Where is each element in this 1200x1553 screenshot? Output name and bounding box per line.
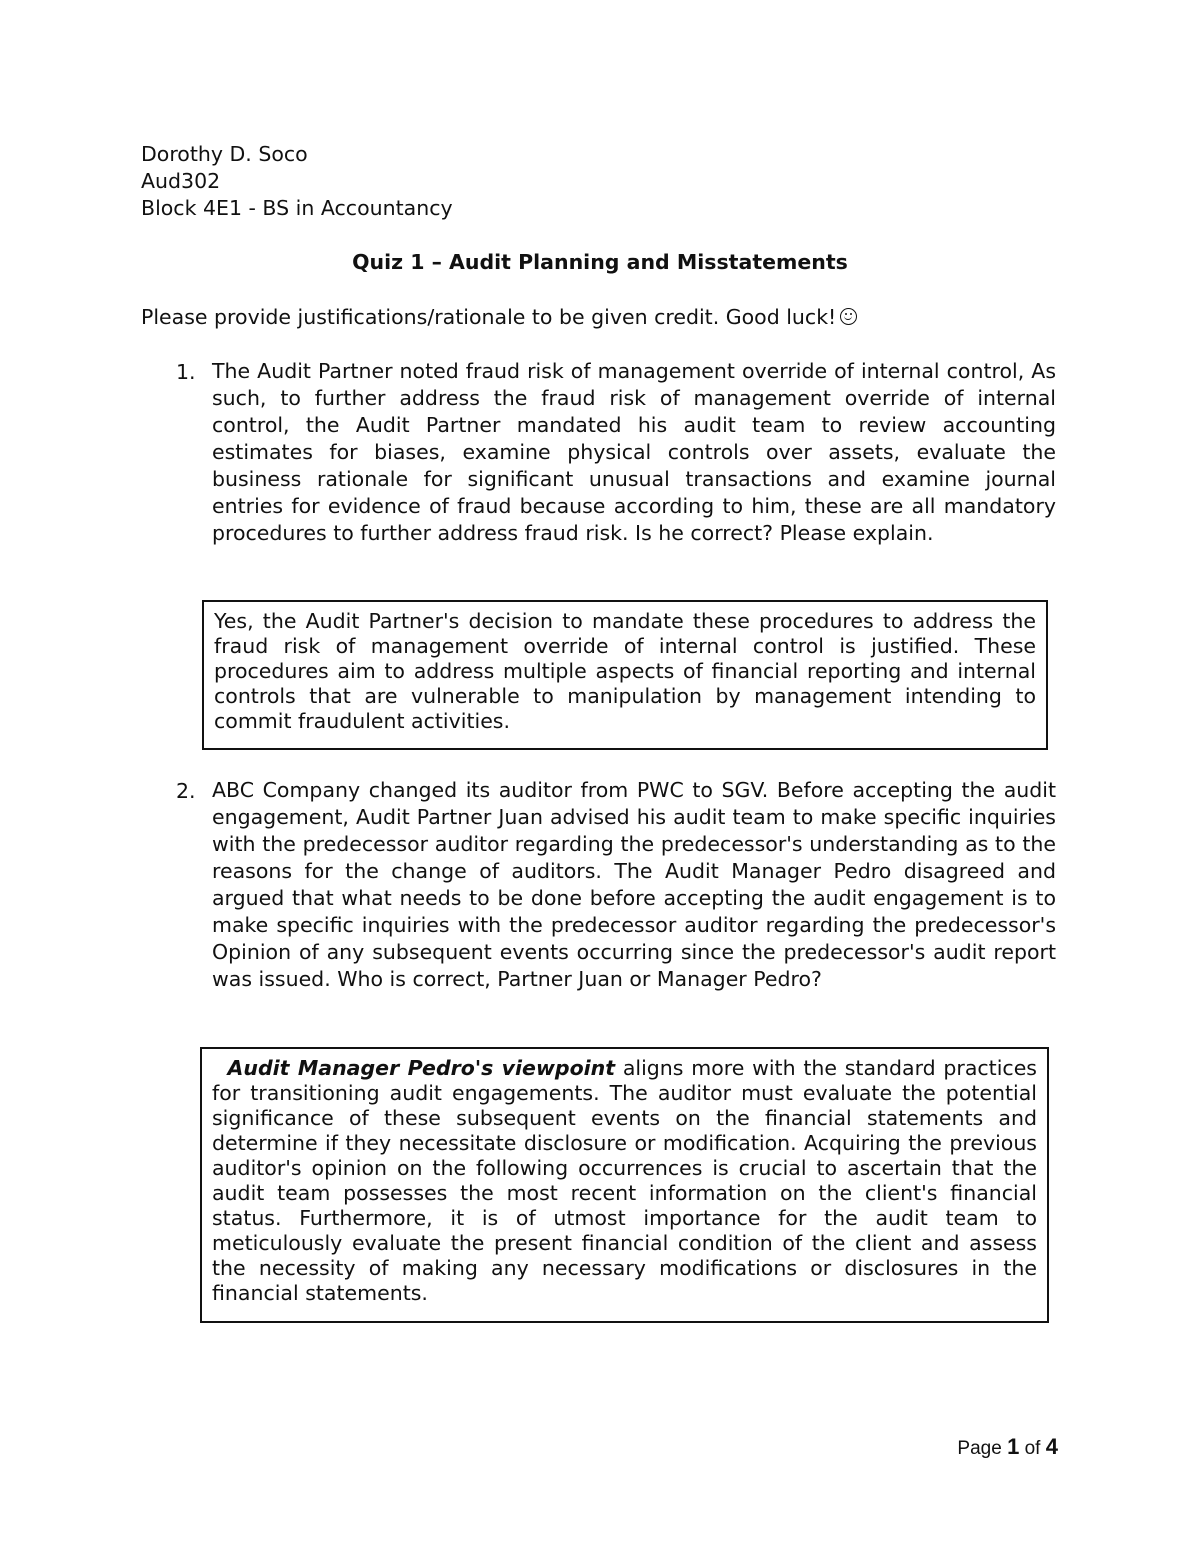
page-total: 4: [1045, 1434, 1058, 1459]
smiley-face-icon: [840, 308, 857, 325]
question-2-number: 2.: [176, 779, 196, 803]
question-1-text: The Audit Partner noted fraud risk of management override of internal control, As such, to further address the fraud risk of management override of internal control, the Audit Partner mandated his audit team to review accounting estimates for biases, examine physical controls over assets, evaluate the business rationale for significant unusual transactions and examine journal entries for evidence of fraud because according to him, these are all mandatory procedures to further address fraud risk. Is he correct? Please explain.: [212, 359, 1056, 545]
instructions-text: Please provide justifications/rationale to be given credit. Good luck!: [141, 305, 837, 329]
instructions: [141, 305, 857, 329]
page-number: [957, 1434, 1058, 1460]
answer-2-body: [212, 1056, 1037, 1306]
answer-2-box: [200, 1047, 1049, 1323]
page-word: Page: [957, 1438, 1002, 1459]
answer-2-lead: Audit Manager Pedro's viewpoint: [227, 1056, 616, 1080]
answer-1-text: Yes, the Audit Partner's decision to mandate these procedures to address the fraud risk of management override of internal control is justified. These procedures aim to address multiple aspects of financial reporting and internal controls that are vulnerable to manipulation by management intending to commit fraudulent activities.: [214, 609, 1036, 733]
page-title: Quiz 1 – Audit Planning and Misstatements: [352, 250, 848, 274]
question-1-number: 1.: [176, 360, 196, 384]
question-2-text: ABC Company changed its auditor from PWC to SGV. Before accepting the audit engagement, Audit Partner Juan advised his audit team to make specific inquiries with the predecessor auditor regarding the predecessor's understanding as to the reasons for the change of auditors. The Audit Manager Pedro disagreed and argued that what needs to be done before accepting the audit engagement is to make specific inquiries with the predecessor auditor regarding the predecessor's Opinion of any subsequent events occurring since the predecessor's audit report was issued. Who is correct, Partner Juan or Manager Pedro?: [212, 778, 1056, 991]
block-section: Block 4E1 - BS in Accountancy: [141, 196, 453, 220]
page-current: 1: [1007, 1434, 1020, 1459]
course-code: Aud302: [141, 169, 221, 193]
student-name: Dorothy D. Soco: [141, 142, 308, 166]
answer-2-text: aligns more with the standard practices for transitioning audit engagements. The auditor must evaluate the potential significance of these subsequent events on the financial statements and determine if they necessitate disclosure or modification. Acquiring the previous auditor's opinion on the following occurrences is crucial to ascertain that the audit team possesses the most recent information on the client's financial status. Furthermore, it is of utmost importance for the audit team to meticulously evaluate the present financial condition of the client and assess the necessity of making any necessary modifications or disclosures in the financial statements.: [212, 1056, 1037, 1305]
of-word: of: [1024, 1438, 1041, 1459]
answer-1-box: [202, 600, 1048, 750]
